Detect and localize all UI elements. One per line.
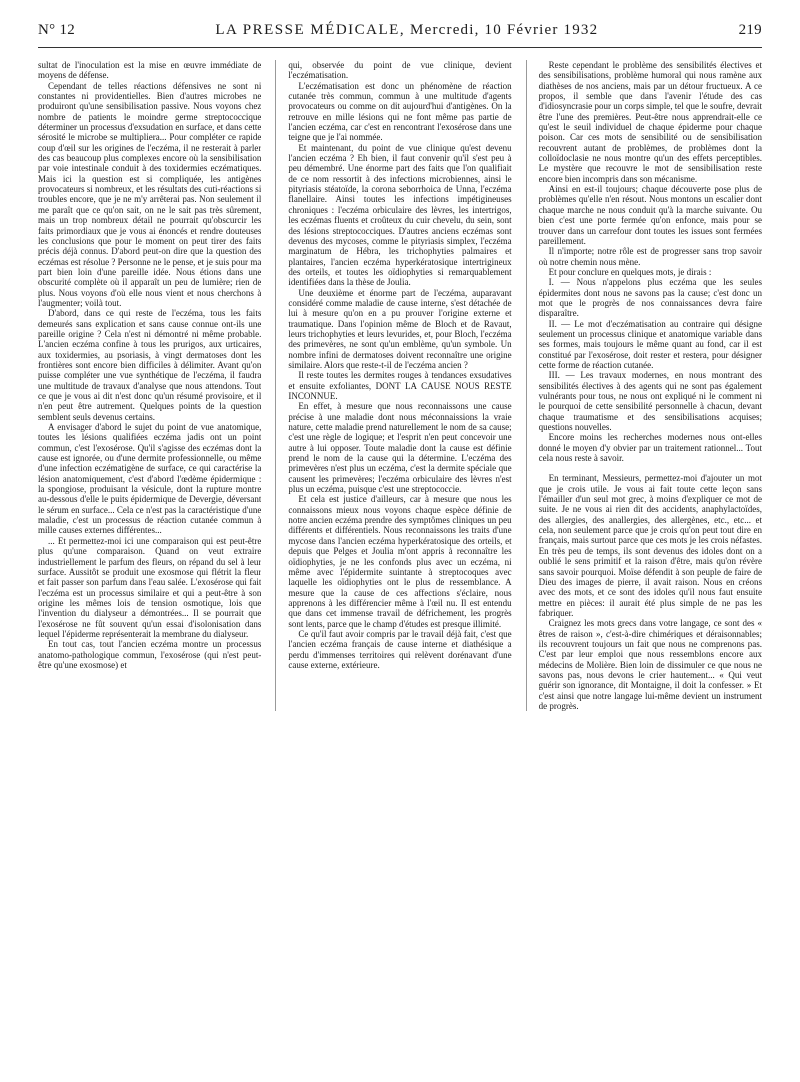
article-columns — [38, 60, 762, 711]
issue-number: N° 12 — [38, 22, 76, 38]
paragraph: L'eczématisation est donc un phénomène de réaction cutanée très commun, commun à une multitude d'agents provocateurs ou comme on dit aujourd'hui d'antigènes. On la retrouve en mille lésions qui ne font même pas partie de l'ancien eczéma, car c'est en rencontrant l'exosérose dans une teigne que je l'ai nommée. — [288, 80, 512, 143]
paragraph: ... Et permettez-moi ici une comparaison qui est peut-être plus qu'une comparaison. Quand on veut extraire industriellement le parfum des fleurs, on répand du sel à leur surface. Aussitôt se produit une exosmose qui flétrit la fleur et fait passer son parfum dans l'eau salée. L'exosérose qui fait l'eczéma est un processus similaire et qui a peut-être à son origine les mêmes lois de tension osmotique, lois que l'invention du dialyseur a démontrées... Il se pourrait que l'exosérose ne fût souvent qu'un essai d'isolonisation dans lequel l'épiderme représenterait la membrane du dialyseur. — [38, 535, 262, 639]
paragraph: En tout cas, tout l'ancien eczéma montre un processus anatomo-pathologique commun, l'exosérose (qui n'est peut-être qu'une exosmose) et — [38, 639, 262, 670]
paragraph: Et pour conclure en quelques mots, je dirais : — [548, 266, 712, 277]
paragraph: Il n'importe; notre rôle est de progresser sans trop savoir où notre chemin nous mène. — [538, 246, 762, 267]
paragraph: II. — Le mot d'eczématisation au contraire qui désigne seulement un processus clinique et anatomique variable dans ses formes, mais toujours le même quant au fond, car il est constitué par l'exosérose, doit rester et restera, pour désigner cette forme de réaction cutanée. — [538, 318, 762, 370]
paragraph: sultat de l'inoculation est la mise en œuvre immédiate de moyens de défense. — [38, 60, 262, 81]
paragraph: Craignez les mots grecs dans votre langage, ce sont des « êtres de raison », c'est-à-dire chimériques et déraisonnables; ils recouvrent toujours un fait que nous ne comprenons pas. C'est par leur emploi que nous ressemblons encore aux médecins de Molière. Bien loin de dissimuler ce que nous ne savons pas, nous devons le crier hautement... « Qui veut guérir son ignorance, dit Montaigne, il doit la confesser. » Et c'est ainsi que notre langage lui-même devient un instrument de progrès. — [538, 618, 762, 711]
paragraph: Et maintenant, du point de vue clinique qu'est devenu l'ancien eczéma ? Eh bien, il faut convenir qu'il s'est peu à peu démembré. Une énorme part des faits que l'on qualifiait de ce nom ressortit à des infections microbiennes, ainsi le pityriasis stéatoïde, la corona seborrhoica de Unna, l'eczéma flanellaire. Ainsi toutes les infections impétigineuses chroniques : l'eczéma orbiculaire des lèvres, les intertrigos, les eczémas fluents et croûteux du cuir chevelu, du sein, sont des lésions streptococciques. D'autres anciens eczémas sont devenus des mycoses, comme le pityriasis simplex, l'eczéma marginatum de Hébra, les trichophyties palmaires et plantaires, l'ancien eczéma hyperkératosique intertrigineux des orteils, et toutes les oïdiophyties si remarquablement identifiées dans la thèse de Joulia. — [288, 142, 512, 288]
column-2 — [275, 60, 511, 711]
paragraph: Reste cependant le problème des sensibilités électives et des sensibilisations, problème humoral qui nous ramène aux diathèses de nos anciens, mais par un détour fructueux. A ce propos, il semble que dans l'avenir l'étude des cas d'idiosyncrasie pour un corps simple, tel que le soufre, devrait être l'une des premières. Peut-être nous apprendrait-elle ce qu'est le seuil individuel de chaque épiderme pour chaque poison. Car ces mots de sensibilité ou de sensibilisation recouvrent autant de problèmes, de problèmes dont la colloïdoclasie ne nous montre qu'un des effets perceptibles. Le mystère que recouvre le mot de sensibilisation reste encore bien incompris dans son mécanisme. — [538, 60, 762, 184]
issue-date: Mercredi, 10 Février 1932 — [410, 22, 599, 38]
page-number: 219 — [738, 22, 762, 38]
column-1 — [38, 60, 261, 711]
paragraph: Ce qu'il faut avoir compris par le travail déjà fait, c'est que l'ancien eczéma français de cause interne et diathésique a perdu d'immenses territoires qui relèvent dorénavant d'une cause externe, extérieure. — [288, 628, 512, 670]
paragraph: En terminant, Messieurs, permettez-moi d'ajouter un mot que je crois utile. Je vous ai fait toute cette leçon sans l'émailler d'un seul mot grec, à moins d'expliquer ce mot de suite. Je ne vous ai rien dit des accidents, anaphylactoïdes, des allergies, des anallergies, des allergènes, etc., etc... et cela, non seulement parce que je crois qu'on peut tout dire en français, mais surtout parce que ces mots je les crois néfastes. En très peu de temps, ils sont devenus des idoles dont on a oublié le sens primitif et la raison d'être, mais qu'on révère sans savoir pourquoi. Moïse défendit à son peuple de faire de Dieu des images de pierre, il avait raison. Nous en créons avec des mots, et ce sont des idoles qu'il nous faut ensuite mettre en pièces: il aurait été plus simple de ne pas les fabriquer. — [538, 473, 762, 618]
paragraph: Il reste toutes les dermites rouges à tendances exsudatives et ensuite exfoliantes, DONT LA CAUSE NOUS RESTE INCONNUE. — [288, 370, 512, 401]
paragraph: D'abord, dans ce qui reste de l'eczéma, tous les faits demeurés sans explication et sans cause connue ont-ils une pareille origine ? Cela n'est ni démontré ni même probable. L'ancien eczéma confine à tous les prurigos, aux urticaires, aux toxidermies, au psoriasis, à vingt dermatoses dont les frontières sont encore bien difficiles à délimiter. Avant qu'on puisse compléter une vue synthétique de l'eczéma, il faudra une multitude de travaux d'analyse que nous attendons. Tout ce que je vous ai dit n'est donc qu'un résumé provisoire, et il n'en peut être autrement. Quelques points de la question semblent seuls devenus certains. — [38, 308, 262, 422]
paragraph: III. — Les travaux modernes, en nous montrant des sensibilités électives à des agents qui ne sont pas également vulnérants pour tous, ne nous ont expliqué ni le comment ni le pourquoi de cette sensibilité personnelle à chacun, devant chaque traumatisme et des sensibilisations acquises; questions nouvelles. — [538, 370, 762, 433]
paragraph: A envisager d'abord le sujet du point de vue anatomique, toutes les lésions qualifiées eczéma jadis ont un point commun, c'est l'exosérose. Qu'il s'agisse des eczémas dont la cause est ignorée, ou d'une dermite professionnelle, ou même d'une infection eczématigène de surface, ce qui caractérise la lésion anatomiquement, c'est d'abord l'œdème épidermique : la spongiose, produisant la vésicule, dont la rupture montre au-dessous d'elle le puits épidermique de Devergie, déversant le sérum en surface... Cela ce n'est pas la caractéristique d'une maladie, c'est un processus de réaction cutanée commun à mille causes externes différentes... — [38, 422, 262, 536]
column-3 — [526, 60, 762, 711]
paragraph: Cependant de telles réactions défensives ne sont ni constantes ni providentielles. Bien d'autres microbes ne produiront qu'une sensibilisation passive. Nous voyons chez nombre de patients le moindre germe streptococcique déterminer un processus d'exsudation en surface, et dans cette sérosité le microbe se multipliera... Pour compléter ce rapide coup d'œil sur les origines de l'eczéma, il ne resterait à parler des cas beaucoup plus complexes encore où la sensibilisation par voie intestinale conduit à des toxidermies eczématiques. Mais ici la question est si compliquée, les antigènes provocateurs si nombreux, et les résultats des cuti-réactions si troubles encore, que je ne m'y arrêterai pas. Non seulement il me paraît que ce qu'on sait, on ne le sait pas très sûrement, mais un trop nombreux détail ne pourrait qu'obscurcir les faits primordiaux que je vous ai énoncés et rendre douteuses les conclusions que pour le moment on peut tirer des faits précis déjà connus. D'abord peut-on dire que la question des eczémas est résolue ? Personne ne le pense, et je suis pour ma part bien loin d'une pareille idée. Nous étions dans une obscurité complète où il apparaît un peu de lumière; rien de plus. Nous voyons d'où elle nous vient et nous cherchons à l'augmenter; voilà tout. — [38, 80, 262, 308]
paragraph: I. — Nous n'appelons plus eczéma que les seules épidermites dont nous ne savons pas la cause; c'est donc un mot que le progrès de nos connaissances devra faire disparaître. — [538, 277, 762, 319]
paragraph: En effet, à mesure que nous reconnaissons une cause précise à une maladie dont nous méconnaissions la vraie nature, cette maladie prend naturellement le nom de sa cause; c'est une règle de logique; et l'esprit n'en peut concevoir une autre à lui opposer. Toute maladie dont la cause est définie prend le nom de la cause qui la détermine. L'eczéma des primevères n'est plus un eczéma, c'est la dermite spéciale que causent les primevères; l'eczéma orbiculaire des lèvres n'est plus un eczéma, puisque c'est une streptococcie. — [288, 401, 512, 495]
journal-name: LA PRESSE MÉDICALE, — [215, 22, 406, 38]
paragraph: Encore moins les recherches modernes nous ont-elles donné le moyen d'y obvier par un traitement rationnel... Tout cela nous reste à savoir. — [538, 432, 762, 464]
paragraph: qui, observée du point de vue clinique, devient l'eczématisation. — [288, 60, 512, 81]
paragraph: Ainsi en est-il toujours; chaque découverte pose plus de problèmes qu'elle n'en résout. Nous montons un escalier dont chaque marche ne nous conduit qu'à la marche suivante. Ou bien c'est une porte fermée qu'on enfonce, mais pour se trouver dans un carrefour dont toutes les issues sont fermées pareillement. — [538, 184, 762, 246]
paragraph: Une deuxième et énorme part de l'eczéma, auparavant considéré comme maladie de cause interne, s'est détachée de lui à mesure qu'on en a pu prouver l'origine externe et traumatique. Dans l'opinion même de Bloch et de Ravaut, leurs trichophyties et leurs levurides, et, pour Bloch, l'eczéma des primevères, ne sont qu'un emblème, qu'un symbole. Un nombre infini de dermatoses doivent reconnaître une origine similaire. Alors que reste-t-il de l'eczéma ancien ? — [288, 287, 512, 370]
page-header — [38, 22, 762, 48]
paragraph: Et cela est justice d'ailleurs, car à mesure que nous les connaissons mieux nous voyons chaque espèce définie de notre ancien eczéma prendre des symptômes cliniques un peu différents et différentiels. Nous reconnaissons les traits d'une mycose dans l'ancien eczéma hyperkératosique des orteils, et depuis que Pelges et Joulia m'ont appris à reconnaître les oïdiophyties, je ne les confonds plus avec un eczéma, ni même avec l'épidermite suintante à streptocoques avec laquelle les oïdiophyties ont le plus de ressemblance. A mesure que la cause de ces affections s'éclaire, nous apprenons à les différencier même à l'œil nu. Il est entendu que dans cet immense travail de défrichement, les progrès sont lents, parce que le champ d'études est presque illimité. — [288, 494, 512, 629]
masthead — [215, 22, 598, 39]
